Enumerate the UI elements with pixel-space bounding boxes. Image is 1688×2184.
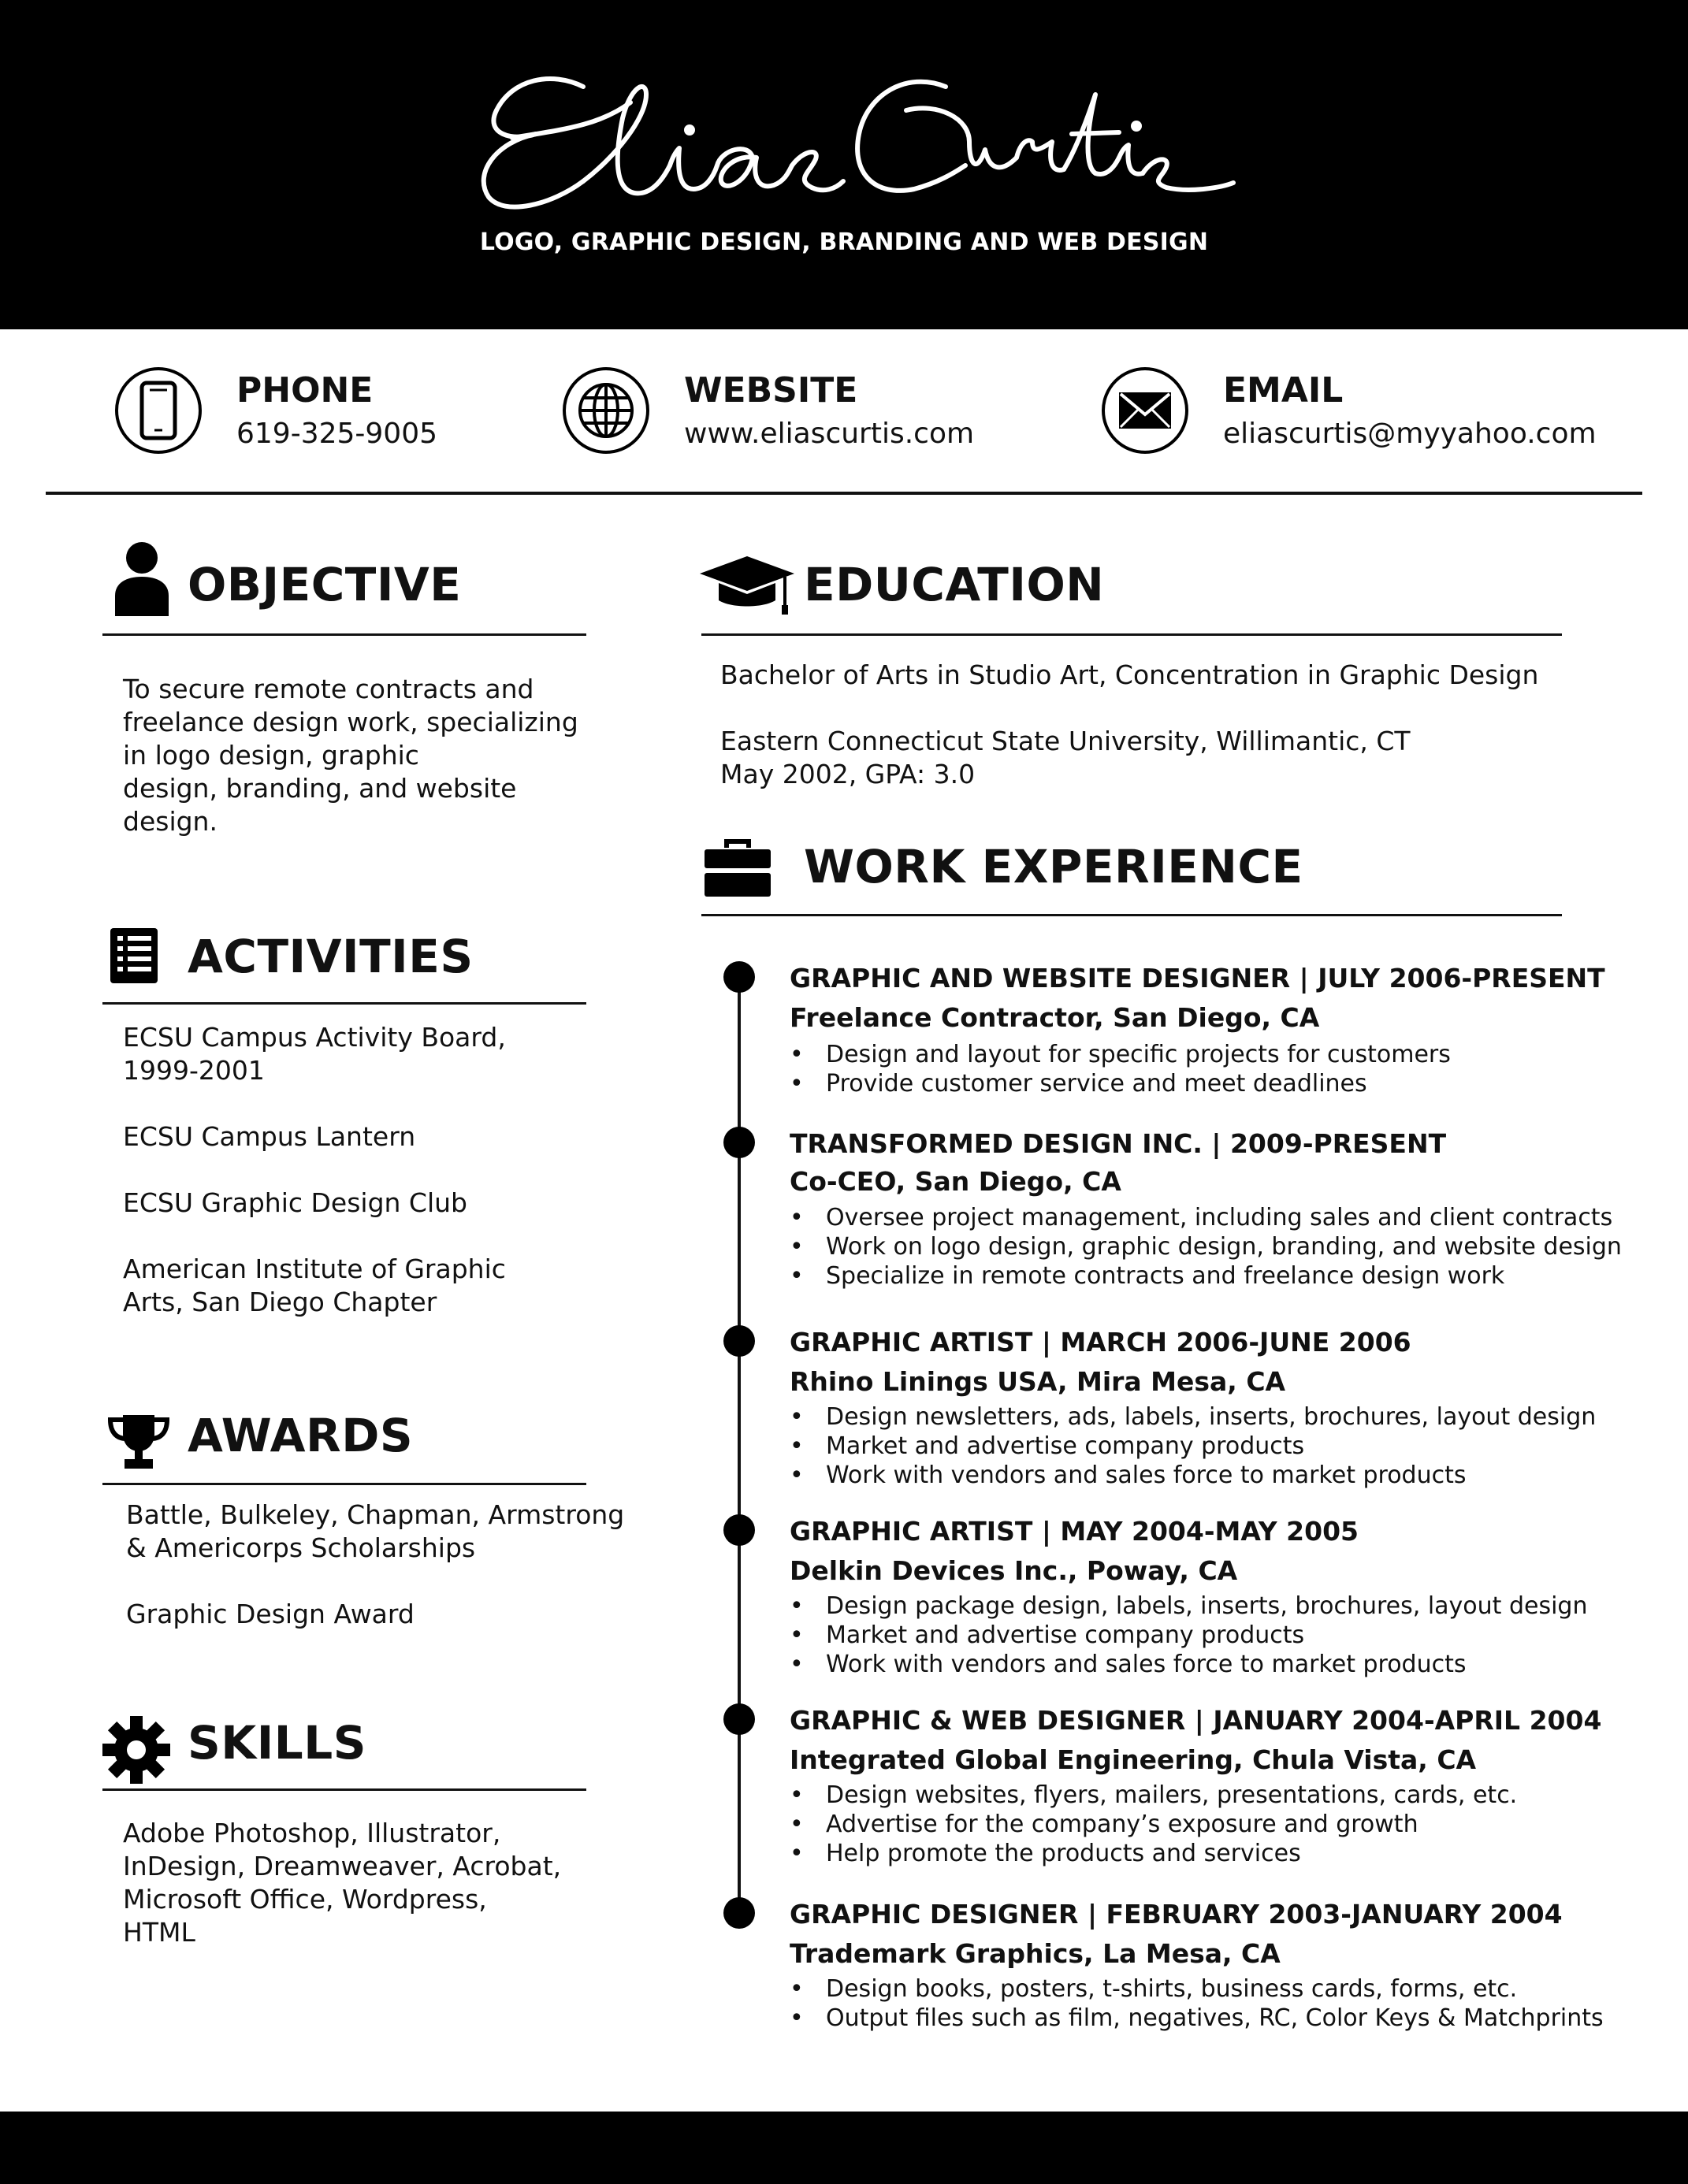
skills-divider [102,1788,586,1791]
website-title: WEBSITE [684,370,858,410]
list-item: • Design package design, labels, inserts, brochures, layout design [790,1592,1587,1621]
activity-item: ECSU Campus Lantern [123,1121,416,1152]
contact-divider [46,492,1642,495]
job-title: TRANSFORMED DESIGN INC. | 2009-PRESENT [790,1128,1447,1159]
job-company: Rhino Linings USA, Mira Mesa, CA [790,1366,1286,1397]
award-item: Graphic Design Award [126,1599,415,1629]
objective-text: To secure remote contracts and freelance design work, specializing in logo design, graphic design, branding, and website design. [123,674,578,837]
job-bullets [790,1402,1596,1490]
timeline-dot [723,1127,755,1158]
activities-divider [102,1002,586,1005]
list-icon [110,928,158,983]
education-heading: EDUCATION [804,558,1105,611]
list-item: • Oversee project management, including sales and client contracts [790,1203,1622,1232]
objective-heading: OBJECTIVE [188,558,462,611]
list-item: • Work with vendors and sales force to market products [790,1461,1596,1490]
awards-divider [102,1483,586,1485]
award-item: Battle, Bulkeley, Chapman, Armstrong & Americorps Scholarships [126,1499,625,1563]
globe-icon [563,367,649,454]
activity-item: American Institute of Graphic Arts, San Diego Chapter [123,1254,506,1317]
phone-value: 619-325-9005 [236,418,438,450]
work-divider [701,914,1562,916]
job-bullets [790,1781,1517,1868]
header-subtitle: LOGO, GRAPHIC DESIGN, BRANDING AND WEB DESIGN [479,228,1209,256]
activity-item: ECSU Graphic Design Club [123,1187,468,1218]
job-bullets [790,1974,1604,2033]
list-item: • Specialize in remote contracts and freelance design work [790,1261,1622,1291]
list-item: • Provide customer service and meet deadlines [790,1069,1451,1098]
list-item: • Work with vendors and sales force to market products [790,1650,1587,1679]
trophy-icon [106,1413,172,1470]
website-value[interactable]: www.eliascurtis.com [684,418,975,450]
job-company: Delkin Devices Inc., Poway, CA [790,1555,1238,1586]
job-bullets [790,1203,1622,1291]
timeline-dot [723,1897,755,1929]
job-title: GRAPHIC & WEB DESIGNER | JANUARY 2004-APRIL 2004 [790,1705,1602,1736]
list-item: • Design websites, flyers, mailers, presentations, cards, etc. [790,1781,1517,1810]
education-date-gpa: May 2002, GPA: 3.0 [720,759,976,789]
job-bullets [790,1592,1587,1679]
envelope-icon [1102,367,1188,454]
timeline-line [738,963,741,1904]
education-divider [701,633,1562,636]
list-item: • Design and layout for specific projects for customers [790,1040,1451,1069]
skills-text: Adobe Photoshop, Illustrator, InDesign, Dreamweaver, Acrobat, Microsoft Office, Wordpress, HTML [123,1818,562,1948]
list-item: • Market and advertise company products [790,1432,1596,1461]
header-banner [0,0,1688,329]
footer-bar [0,2112,1688,2184]
job-title: GRAPHIC DESIGNER | FEBRUARY 2003-JANUARY 2004 [790,1899,1563,1930]
work-heading: WORK EXPERIENCE [804,840,1303,893]
timeline-dot [723,1325,755,1357]
list-item: • Output files such as film, negatives, RC, Color Keys & Matchprints [790,2004,1604,2033]
list-item: • Design books, posters, t-shirts, business cards, forms, etc. [790,1974,1604,2004]
education-degree: Bachelor of Arts in Studio Art, Concentration in Graphic Design [720,659,1539,690]
job-title: GRAPHIC ARTIST | MARCH 2006-JUNE 2006 [790,1327,1411,1358]
skills-heading: SKILLS [188,1716,366,1770]
job-title: GRAPHIC ARTIST | MAY 2004-MAY 2005 [790,1516,1359,1547]
phone-icon [115,367,202,454]
person-icon [115,542,169,616]
job-company: Co-CEO, San Diego, CA [790,1166,1121,1197]
timeline-dot [723,1514,755,1546]
activities-heading: ACTIVITIES [188,930,474,983]
activity-item: ECSU Campus Activity Board, 1999-2001 [123,1022,506,1086]
job-bullets [790,1040,1451,1098]
job-company: Freelance Contractor, San Diego, CA [790,1002,1320,1033]
list-item: • Design newsletters, ads, labels, inserts, brochures, layout design [790,1402,1596,1432]
gear-icon [102,1716,170,1784]
list-item: • Help promote the products and services [790,1839,1517,1868]
job-company: Integrated Global Engineering, Chula Vista, CA [790,1744,1477,1775]
education-school: Eastern Connecticut State University, Willimantic, CT [720,726,1411,756]
signature-logo [465,55,1237,228]
list-item: • Advertise for the company’s exposure and growth [790,1810,1517,1839]
awards-heading: AWARDS [188,1409,414,1462]
phone-title: PHONE [236,370,374,410]
job-title: GRAPHIC AND WEBSITE DESIGNER | JULY 2006-PRESENT [790,963,1605,994]
email-title: EMAIL [1223,370,1344,410]
job-company: Trademark Graphics, La Mesa, CA [790,1938,1281,1969]
list-item: • Market and advertise company products [790,1621,1587,1650]
timeline-dot [723,961,755,993]
timeline-dot [723,1703,755,1735]
list-item: • Work on logo design, graphic design, branding, and website design [790,1232,1622,1261]
briefcase-icon [705,838,771,897]
graduation-cap-icon [700,556,794,616]
email-value[interactable]: eliascurtis@myyahoo.com [1223,418,1597,450]
objective-divider [102,633,586,636]
